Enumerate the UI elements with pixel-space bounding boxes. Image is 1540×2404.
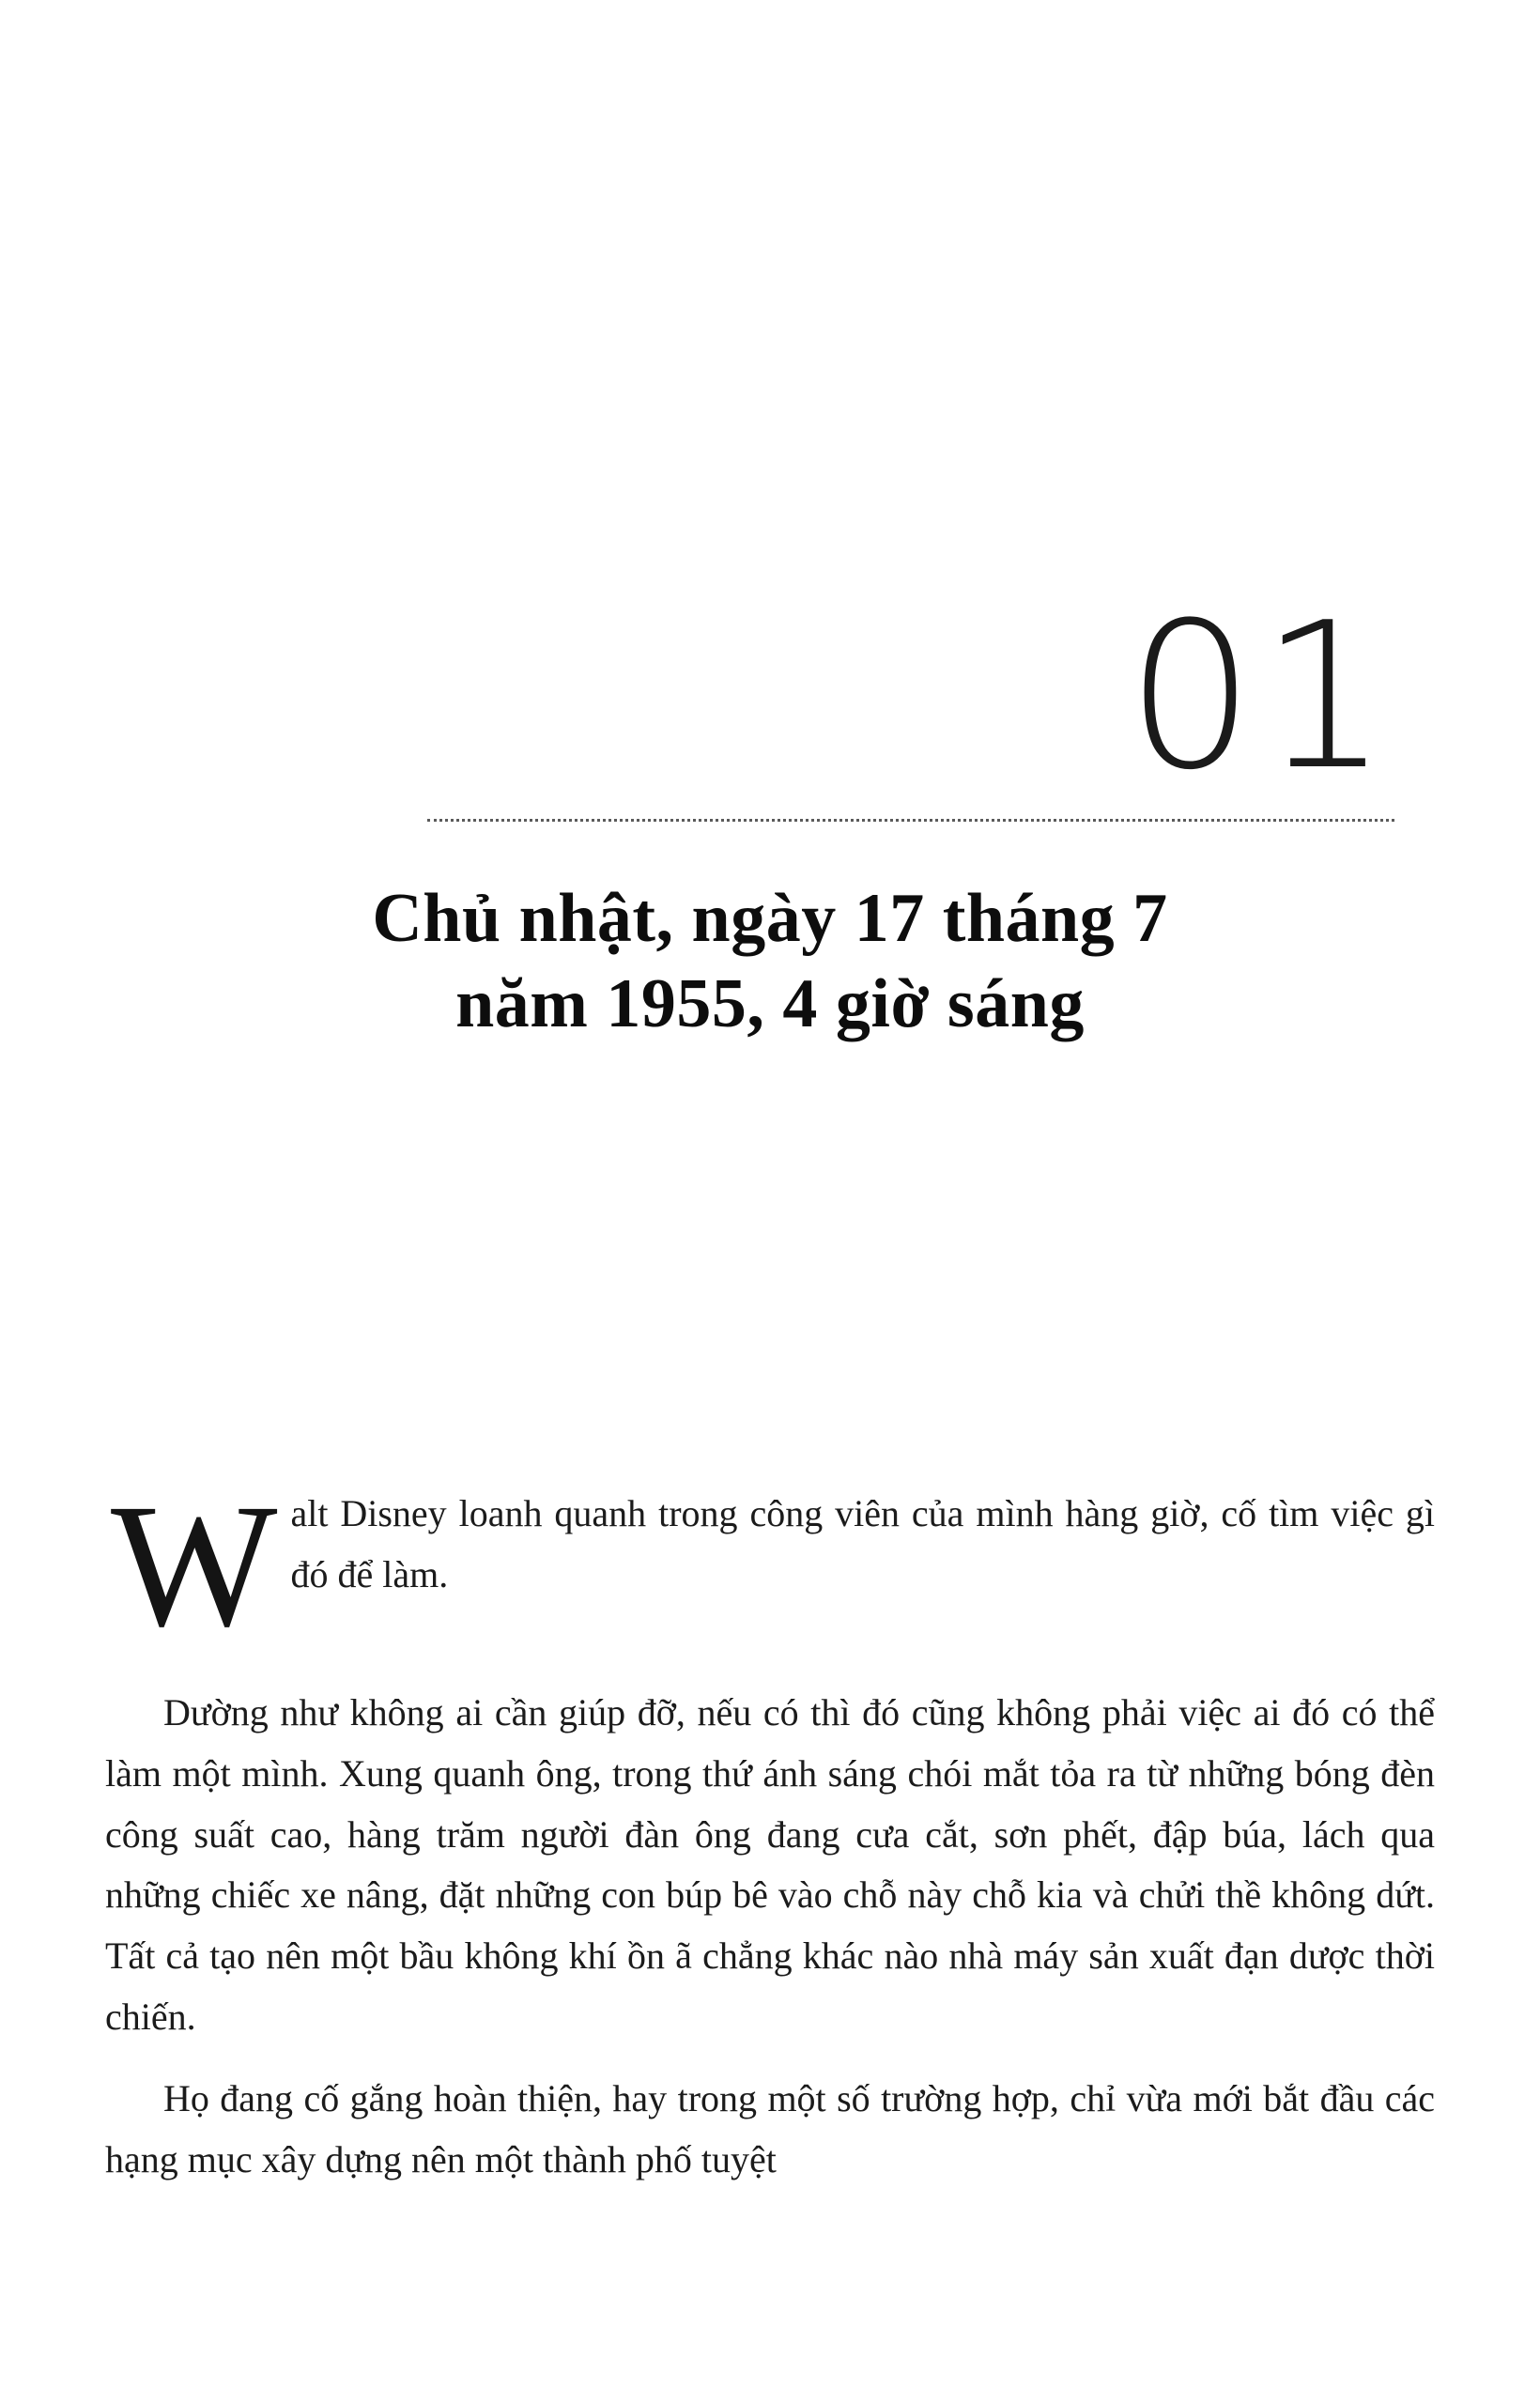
paragraph-1-text: alt Disney loanh quanh trong công viên của mình hàng giờ, cố tìm việc gì đó để làm. — [290, 1492, 1435, 1595]
paragraph-3: Họ đang cố gắng hoàn thiện, hay trong một số trường hợp, chỉ vừa mới bắt đầu các hạng mục xây dựng nên một thành phố tuyệt — [105, 2076, 1435, 2181]
paragraph-2: Dường như không ai cần giúp đỡ, nếu có thì đó cũng không phải việc ai đó có thể làm một mình. Xung quanh ông, trong thứ ánh sáng chói mắt tỏa ra từ những bóng đèn công suất cao, hàng trăm người đàn ông đang cưa cắt, sơn phết, đập búa, lách qua những chiếc xe nâng, đặt những con búp bê vào chỗ này chỗ kia và chửi thề không dứt. Tất cả tạo nên một bầu không khí ồn ã chẳng khác nào nhà máy sản xuất đạn dược thời chiến. — [105, 1691, 1435, 2038]
chapter-title-line-2: năm 1955, 4 giờ sáng — [455, 964, 1085, 1042]
paragraph-1 — [105, 1467, 1435, 1663]
dotted-divider — [427, 819, 1394, 822]
chapter-header — [0, 578, 1540, 1046]
chapter-title-line-1: Chủ nhật, ngày 17 tháng 7 — [372, 880, 1168, 958]
drop-cap: W — [111, 1467, 278, 1663]
chapter-number: 01 — [1126, 578, 1394, 814]
page-title — [150, 876, 1390, 1046]
body-text — [105, 1467, 1435, 2211]
